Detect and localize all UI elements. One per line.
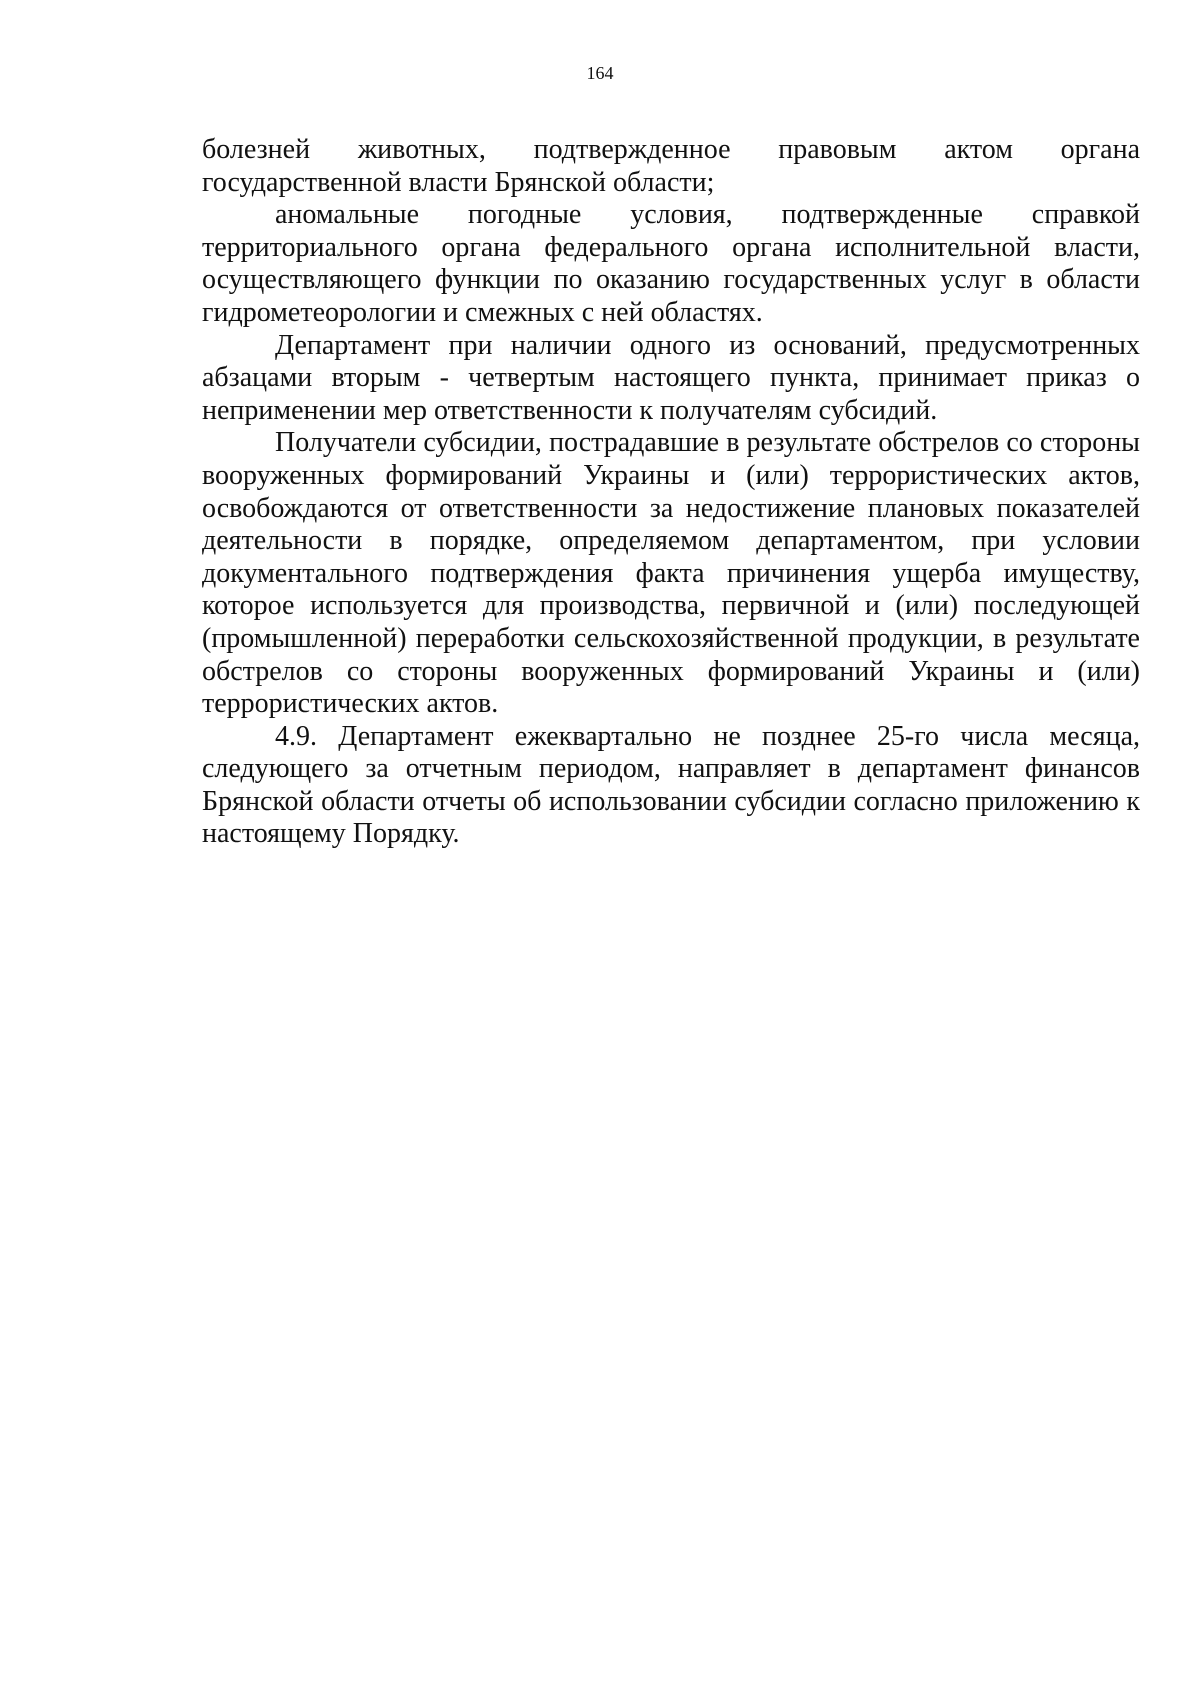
- paragraph-continuation: болезней животных, подтвержденное правовым актом органа государственной власти Брянской области;: [202, 134, 1140, 198]
- page-number: 164: [586, 63, 614, 83]
- paragraph-department-order: Департамент при наличии одного из оснований, предусмотренных абзацами вторым - четвертым настоящего пункта, принимает приказ о неприменении мер ответственности к получателям субсидий.: [202, 329, 1140, 426]
- paragraph-section-4-9: 4.9. Департамент ежеквартально не позднее 25-го числа месяца, следующего за отчетным периодом, направляет в департамент финансов Брянской области отчеты об использовании субсидии согласно приложению к настоящему Порядку.: [202, 720, 1140, 850]
- paragraph-subsidy-recipients: Получатели субсидии, пострадавшие в результате обстрелов со стороны вооруженных формирований Украины и (или) террористических актов, освобождаются от ответственности за недостижение плановых показателей деятельности в порядке, определяемом департаментом, при условии документального подтверждения факта причинения ущерба имуществу, которое используется для производства, первичной и (или) последующей (промышленной) переработки сельскохозяйственной продукции, в результате обстрелов со стороны вооруженных формирований Украины и (или) террористических актов.: [202, 427, 1140, 720]
- document-body: [202, 134, 1140, 851]
- paragraph-weather-conditions: аномальные погодные условия, подтвержденные справкой территориального органа федерального органа исполнительной власти, осуществляющего функции по оказанию государственных услуг в области гидрометеорологии и смежных с ней областях.: [202, 199, 1140, 328]
